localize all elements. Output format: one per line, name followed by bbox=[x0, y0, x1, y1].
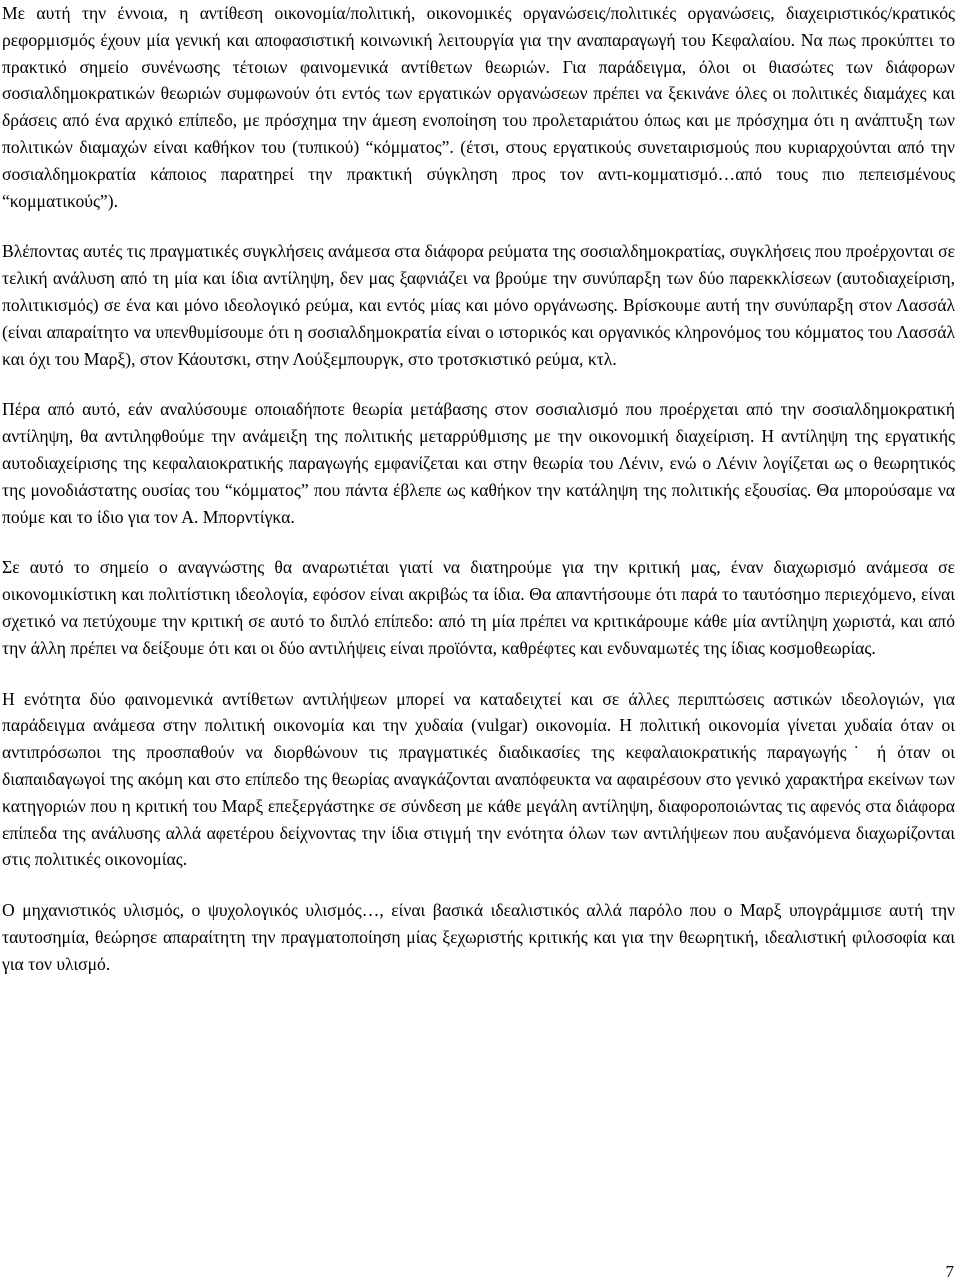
paragraph-1: Με αυτή την έννοια, η αντίθεση οικονομία/πολιτική, οικονομικές οργανώσεις/πολιτικές οργανώσεις, διαχειριστικός/κρατικός ρεφορμισμός έχουν μία γενική και αποφασιστική κοινωνική λειτουργία για την αναπαραγωγή του Κεφαλαίου. Να πως προκύπτει το πρακτικό σημείο συνένωσης τέτοιων φαινομενικά αντίθετων θεωριών. Για παράδειγμα, όλοι οι θιασώτες των διάφορων σοσιαλδημοκρατικών θεωριών συμφωνούν ότι εντός των εργατικών οργανώσεων πρέπει να ξεκινάνε όλες οι πολιτικές διαμάχες και δράσεις από ένα αρχικό επίπεδο, με πρόσχημα την άμεση ενοποίηση του προλεταριάτου όπως και με πρόσχημα ότι η ανάπτυξη των πολιτικών διαμαχών είναι καθήκον του (τυπικού) “κόμματος”. (έτσι, στους εργατικούς συνεταιρισμούς που κυριαρχούνται από την σοσιαλδημοκρατία κάποιος παρατηρεί την πρακτική σύγκληση προς τον αντι-κομματισμό…από τους πιο πεπεισμένους “κομματικούς”). bbox=[2, 3, 955, 211]
paragraph-5: Η ενότητα δύο φαινομενικά αντίθετων αντιλήψεων μπορεί να καταδειχτεί και σε άλλες περιπτώσεις αστικών ιδεολογιών, για παράδειγμα ανάμεσα στην πολιτική οικονομία και την χυδαία (vulgar) οικονομία. Η πολιτική οικονομία γίνεται χυδαία όταν οι αντιπρόσωποι της προσπαθούν να διορθώνουν τις πραγματικές διαδικασίες της κεφαλαιοκρατικής παραγωγής˙ ή όταν οι διαπαιδαγωγοί της ακόμη και στο επίπεδο της θεωρίας αναγκάζονται αναπόφευκτα να αφαιρέσουν στο γενικό χαρακτήρα εκείνων των κατηγοριών που η κριτική του Μαρξ επεξεργάστηκε σε σύνδεση με κάθε μεγάλη αντίληψη, διαφοροποιώντας τις αφενός στα διάφορα επίπεδα της ανάλυσης αλλά αφετέρου δείχνοντας την ίδια στιγμή την ενότητα όλων των αντιλήψεων που αυξανόμενα διαχωρίζονται στις πολιτικές οικονομίας. bbox=[2, 688, 955, 870]
document-body bbox=[2, 0, 955, 1002]
paragraph-4: Σε αυτό το σημείο ο αναγνώστης θα αναρωτιέται γιατί να διατηρούμε για την κριτική μας, έναν διαχωρισμό ανάμεσα σε οικονομικίστικη και πολιτίστικη ιδεολογία, εφόσον είναι ακριβώς τα ίδια. Θα απαντήσουμε ότι παρά το ταυτόσημο περιεχόμενο, είναι σχετικό να πετύχουμε την κριτική σε αυτό το διπλό επίπεδο: από τη μία πρέπει να κριτικάρουμε κάθε μία αντίληψη χωριστά, και από την άλλη πρέπει να δείξουμε ότι και οι δύο αντιλήψεις είναι προϊόντα, καθρέφτες και ενδυναμωτές της ίδιας κοσμοθεωρίας. bbox=[2, 557, 955, 658]
paragraph-2: Βλέποντας αυτές τις πραγματικές συγκλήσεις ανάμεσα στα διάφορα ρεύματα της σοσιαλδημοκρατίας, συγκλήσεις που προέρχονται σε τελική ανάλυση από τη μία και ίδια αντίληψη, δεν μας ξαφνιάζει να βρούμε την συνύπαρξη των δύο παρεκκλίσεων (αυτοδιαχείριση, πολιτικισμός) σε ένα και μόνο ιδεολογικό ρεύμα, και εντός μίας και μόνο οργάνωσης. Βρίσκουμε αυτή την συνύπαρξη στον Λασσάλ (είναι απαραίτητο να υπενθυμίσουμε ότι η σοσιαλδημοκρατία είναι ο ιστορικός και οργανικός κληρονόμος του κόμματος του Λασσάλ και όχι του Μαρξ), στον Κάουτσκι, στην Λούξεμπουργκ, στο τροτσκιστικό ρεύμα, κτλ. bbox=[2, 241, 955, 369]
paragraph-6: Ο μηχανιστικός υλισμός, ο ψυχολογικός υλισμός…, είναι βασικά ιδεαλιστικός αλλά παρόλο που ο Μαρξ υπογράμμισε αυτή την ταυτοσημία, θεώρησε απαραίτητη την πραγματοποίηση μίας ξεχωριστής κριτικής και για την θεωρητική, ιδεαλιστική φιλοσοφία και για τον υλισμό. bbox=[2, 900, 955, 974]
page-number: 7 bbox=[945, 1262, 954, 1281]
paragraph-3: Πέρα από αυτό, εάν αναλύσουμε οποιαδήποτε θεωρία μετάβασης στον σοσιαλισμό που προέρχεται από την σοσιαλδημοκρατική αντίληψη, θα αντιληφθούμε την ανάμειξη της πολιτικής μεταρρύθμισης με την οικονομική διαχείριση. Η αντίληψη της εργατικής αυτοδιαχείρισης της κεφαλαιοκρατικής παραγωγής εμφανίζεται και στην θεωρία του Λένιν, ενώ ο Λένιν λογίζεται ως ο θεωρητικός της μονοδιάστατης ουσίας του “κόμματος” που πάντα έβλεπε ως καθήκον την κατάληψη της πολιτικής εξουσίας. Θα μπορούσαμε να πούμε και το ίδιο για τον Α. Μπορντίγκα. bbox=[2, 399, 955, 527]
